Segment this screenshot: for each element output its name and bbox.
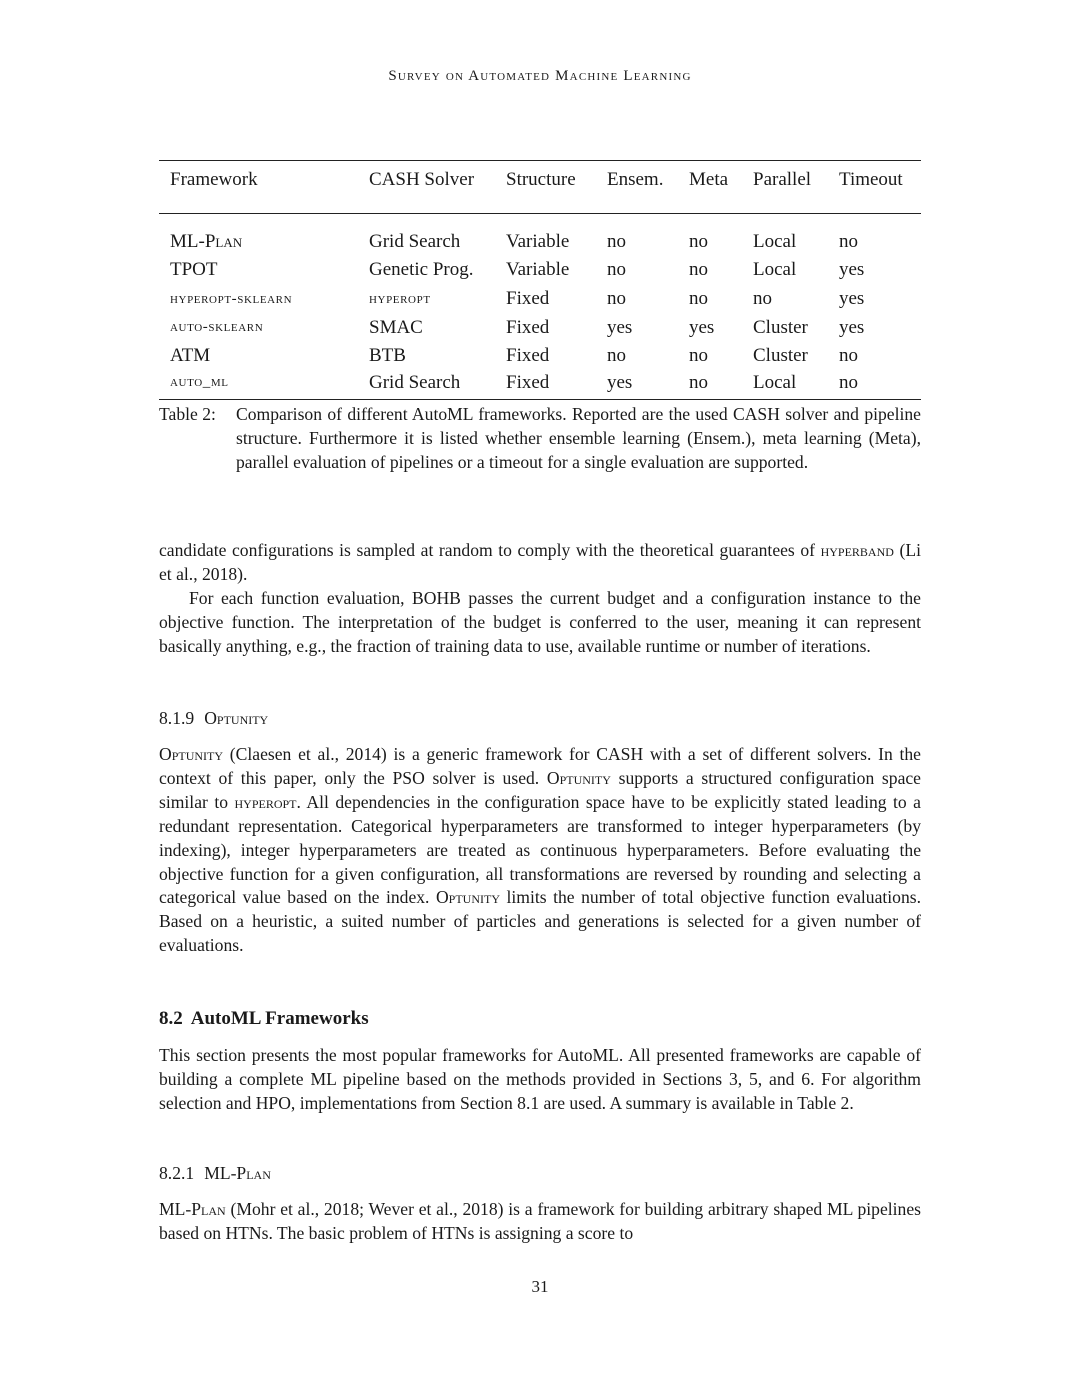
caption-text: Comparison of different AutoML frameworks. Reported are the used CASH solver and pipeline structure. Furthermore it is listed whether ensemble learning (Ensem.), meta learning (Meta), parallel evaluation of pipelines or a timeout for a single evaluation are supported. bbox=[236, 404, 921, 472]
cell-framework: ML-Plan bbox=[170, 230, 243, 252]
cell-parallel: no bbox=[753, 288, 772, 310]
cell-timeout: yes bbox=[839, 259, 865, 281]
subsection-number: 8.2.1 bbox=[159, 1163, 195, 1183]
cell-meta: no bbox=[689, 345, 708, 367]
subsection-heading-819 bbox=[159, 708, 268, 729]
header-structure: Structure bbox=[506, 169, 576, 190]
cell-parallel: Local bbox=[753, 371, 797, 393]
cell-cash-solver: Genetic Prog. bbox=[369, 259, 474, 281]
cell-parallel: Cluster bbox=[753, 345, 808, 367]
table-caption bbox=[159, 402, 921, 474]
cell-structure: Fixed bbox=[506, 371, 550, 393]
table-row bbox=[159, 228, 921, 257]
cell-timeout: no bbox=[839, 371, 858, 393]
comparison-table bbox=[159, 160, 921, 400]
cell-parallel: Local bbox=[753, 259, 797, 281]
cell-cash-solver: hyperopt bbox=[369, 290, 431, 307]
table-row bbox=[159, 285, 921, 314]
header-parallel: Parallel bbox=[753, 169, 812, 190]
running-head: Survey on Automated Machine Learning bbox=[388, 68, 692, 84]
table-row bbox=[159, 313, 921, 342]
table-row bbox=[159, 371, 921, 400]
subsection-number: 8.1.9 bbox=[159, 708, 195, 728]
cell-parallel: Local bbox=[753, 230, 797, 252]
cell-parallel: Cluster bbox=[753, 316, 808, 338]
cell-meta: yes bbox=[689, 316, 715, 338]
header-framework: Framework bbox=[170, 169, 258, 190]
cell-ensem: no bbox=[607, 288, 626, 310]
cell-ensem: yes bbox=[607, 316, 633, 338]
subsection-title: Optunity bbox=[204, 708, 269, 728]
page-number: 31 bbox=[531, 1277, 549, 1296]
subsection-title: ML-Plan bbox=[204, 1163, 271, 1183]
cell-timeout: no bbox=[839, 345, 858, 367]
body-block-3 bbox=[159, 1044, 921, 1116]
table-bottom-rule bbox=[159, 399, 921, 400]
header-ensem: Ensem. bbox=[607, 169, 664, 190]
cell-meta: no bbox=[689, 288, 708, 310]
cell-ensem: no bbox=[607, 230, 626, 252]
cell-ensem: no bbox=[607, 345, 626, 367]
cell-timeout: no bbox=[839, 230, 858, 252]
cell-meta: no bbox=[689, 371, 708, 393]
cell-ensem: yes bbox=[607, 371, 633, 393]
paragraph: candidate configurations is sampled at random to comply with the theoretical guarantees of hyperband (Li et al., 2018). bbox=[159, 540, 921, 584]
header-cash-solver: CASH Solver bbox=[369, 169, 475, 190]
header-timeout: Timeout bbox=[839, 169, 903, 190]
cell-cash-solver: BTB bbox=[369, 345, 406, 367]
cell-structure: Fixed bbox=[506, 288, 550, 310]
paragraph: Optunity (Claesen et al., 2014) is a generic framework for CASH with a set of different solvers. In the context of this paper, only the PSO solver is used. Optunity supports a structured configuration space similar to hyperopt. All dependencies in the configuration space have to be explicitly stated leading to a redundant representation. Categorical hyperparameters are transformed to integer hyperparameters (by indexing), integer hyperparameters are treated as continuous hyperparameters. Before evaluating the objective function for a given configuration, all transformations are reversed by rounding and selecting a categorical value based on the index. Optunity limits the number of total objective function evaluations. Based on a heuristic, a suited number of particles and generations is selected for a given number of evaluations. bbox=[159, 744, 921, 956]
cell-framework: auto_ml bbox=[170, 374, 229, 391]
cell-meta: no bbox=[689, 259, 708, 281]
cell-framework: ATM bbox=[170, 345, 211, 367]
cell-timeout: yes bbox=[839, 316, 865, 338]
cell-ensem: no bbox=[607, 259, 626, 281]
section-heading-82 bbox=[159, 1008, 369, 1030]
cell-structure: Variable bbox=[506, 259, 570, 281]
inline-smallcaps: hyperband bbox=[820, 540, 894, 560]
paragraph: For each function evaluation, BOHB passes the current budget and a configuration instance to the objective function. The interpretation of the budget is conferred to the user, meaning it can represent basically anything, e.g., the fraction of training data to use, available runtime or number of iterations. bbox=[159, 587, 921, 656]
cell-structure: Fixed bbox=[506, 345, 550, 367]
paragraph: This section presents the most popular frameworks for AutoML. All presented frameworks are capable of building a complete ML pipeline based on the methods provided in Sections 3, 5, and 6. For algorithm selection and HPO, implementations from Section 8.1 are used. A summary is available in Table 2. bbox=[159, 1045, 921, 1113]
table-row bbox=[159, 342, 921, 371]
cell-structure: Variable bbox=[506, 230, 570, 252]
table-header-row bbox=[159, 161, 921, 199]
cell-timeout: yes bbox=[839, 288, 865, 310]
body-block-2 bbox=[159, 743, 921, 958]
cell-structure: Fixed bbox=[506, 316, 550, 338]
cell-framework: auto-sklearn bbox=[170, 319, 264, 336]
cell-framework: hyperopt-sklearn bbox=[170, 290, 293, 307]
paragraph: ML-Plan (Mohr et al., 2018; Wever et al., 2018) is a framework for building arbitrary shaped ML pipelines based on HTNs. The basic problem of HTNs is assigning a score to bbox=[159, 1199, 921, 1243]
cell-cash-solver: Grid Search bbox=[369, 371, 461, 393]
section-number: 8.2 bbox=[159, 1008, 183, 1029]
body-block-4 bbox=[159, 1198, 921, 1246]
table-mid-rule bbox=[159, 213, 921, 214]
caption-label: Table 2: bbox=[159, 404, 216, 424]
section-title: AutoML Frameworks bbox=[190, 1008, 369, 1029]
header-meta: Meta bbox=[689, 169, 729, 190]
cell-cash-solver: Grid Search bbox=[369, 230, 461, 252]
body-block-1 bbox=[159, 539, 921, 659]
table-row bbox=[159, 256, 921, 285]
subsection-heading-821 bbox=[159, 1163, 271, 1184]
cell-meta: no bbox=[689, 230, 708, 252]
cell-framework: TPOT bbox=[170, 259, 218, 281]
cell-cash-solver: SMAC bbox=[369, 316, 423, 338]
